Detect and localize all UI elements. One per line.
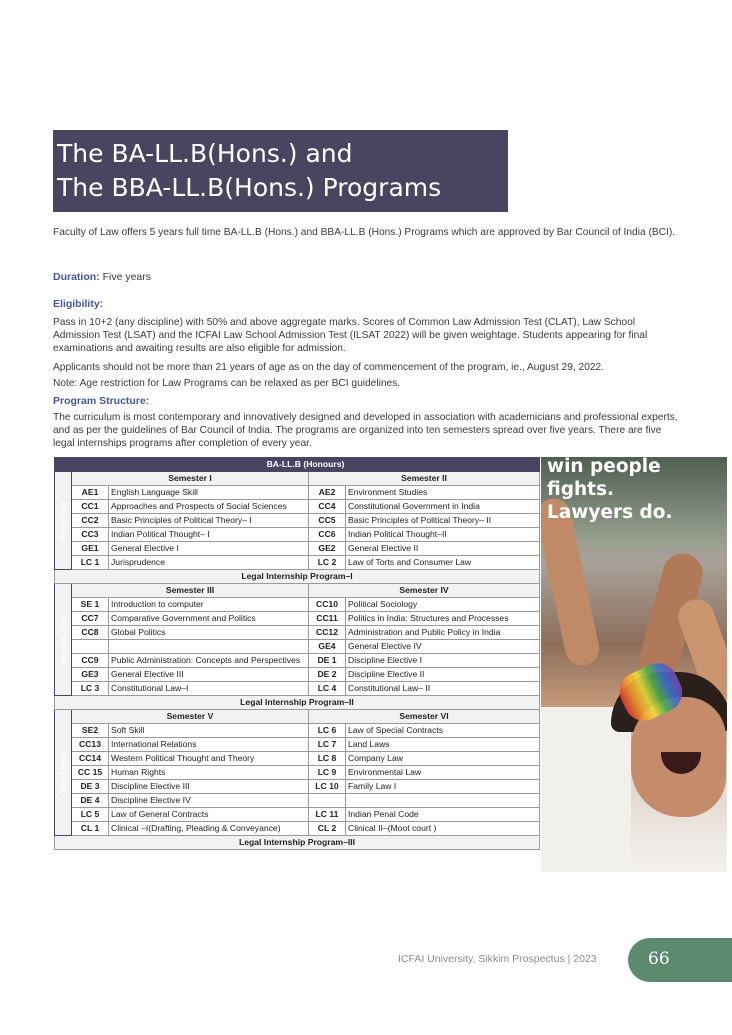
course-title: Environmental Law [346,766,540,780]
table-row [55,640,540,654]
course-title: Basic Principles of Political Theory– II [346,514,540,528]
table-row [55,486,540,500]
course-code: LC 2 [309,556,346,570]
semester-right-heading: Semester IV [309,584,540,598]
course-title [346,794,540,808]
structure-text: The curriculum is most contemporary and innovatively designed and developed in association with academicians and professional experts, and as per the guidelines of Bar Council of India. The programs are organized into ten semesters spread over five years. There are five legal internships programs after completion of every year. [53,412,678,449]
internship-label: Legal Internship Program–III [55,836,540,850]
course-code: LC 3 [72,682,109,696]
course-title [109,640,309,654]
internship-row [55,696,540,710]
duration-label: Duration: [53,271,100,283]
table-row [55,738,540,752]
course-title: English Language Skill [109,486,309,500]
course-title: Jurisprudence [109,556,309,570]
title-line-2: The BBA-LL.B(Hons.) Programs [57,173,442,202]
course-code: DE 1 [309,654,346,668]
course-code: CC9 [72,654,109,668]
course-title: Discipline Elective III [109,780,309,794]
course-code: LC 4 [309,682,346,696]
course-code: LC 11 [309,808,346,822]
course-code: SE2 [72,724,109,738]
course-title: Constitutional Law– II [346,682,540,696]
eligibility-note: Note: Age restriction for Law Programs can be relaxed as per BCI guidelines. [53,378,401,389]
semester-left-heading: Semester V [72,710,309,724]
course-code: CC13 [72,738,109,752]
course-code: LC 7 [309,738,346,752]
course-code: CL 2 [309,822,346,836]
course-title: Comparative Government and Politics [109,612,309,626]
course-title: Clinical II–(Moot court ) [346,822,540,836]
internship-label: Legal Internship Program–II [55,696,540,710]
course-title: Indian Political Thought– I [109,528,309,542]
course-title: General Elective I [109,542,309,556]
course-title: Human Rights [109,766,309,780]
table-row [55,724,540,738]
course-code: GE3 [72,668,109,682]
students-celebrating-photo [541,457,727,872]
course-title: Politics in India: Structures and Processes [346,612,540,626]
table-row [55,822,540,836]
table-title-row [55,458,540,472]
course-title: Constitutional Government in India [346,500,540,514]
course-code: LC 10 [309,780,346,794]
curriculum-table [54,457,540,850]
eligibility-text-2: Applicants should not be more than 21 years of age as on the day of commencement of the program, ie., August 29, 2022. [53,362,605,373]
course-title: Law of General Contracts [109,808,309,822]
course-title: Environment Studies [346,486,540,500]
intro-text: Faculty of Law offers 5 years full time BA-LL.B (Hons.) and BBA-LL.B (Hons.) Programs which are approved by Bar Council of India (BCI). [53,227,676,238]
course-code: GE1 [72,542,109,556]
course-title: General Elective II [346,542,540,556]
course-code: LC 1 [72,556,109,570]
duration-row [53,271,151,283]
semester-right-heading: Semester II [309,472,540,486]
course-code: CC5 [309,514,346,528]
course-title: Law of Torts and Consumer Law [346,556,540,570]
year-label: Third Year [58,751,68,794]
internship-label: Legal Internship Program–I [55,570,540,584]
table-row [55,682,540,696]
course-code: CC14 [72,752,109,766]
course-title: Company Law [346,752,540,766]
page-title [53,130,508,212]
course-title: General Elective III [109,668,309,682]
course-title: General Elective IV [346,640,540,654]
course-title: Clinical –I(Drafting, Pleading & Conveyance) [109,822,309,836]
course-title: Discipline Elective II [346,668,540,682]
semester-header-row [55,472,540,486]
course-code: CC1 [72,500,109,514]
course-title: Law of Special Contracts [346,724,540,738]
table-row [55,528,540,542]
structure-heading: Program Structure: [53,395,150,407]
page-number-badge [628,938,732,982]
title-line-1: The BA-LL.B(Hons.) and [57,139,353,168]
semester-header-row [55,584,540,598]
course-code: AE2 [309,486,346,500]
course-title: Administration and Public Policy in India [346,626,540,640]
course-title: Discipline Elective IV [109,794,309,808]
table-row [55,598,540,612]
course-title: Public Administration: Concepts and Perspectives [109,654,309,668]
semester-left-heading: Semester I [72,472,309,486]
table-row [55,500,540,514]
course-title: International Relations [109,738,309,752]
course-code [309,794,346,808]
footer-text: ICFAI University, Sikkim Prospectus | 2023 [398,953,597,965]
course-code: DE 3 [72,780,109,794]
course-code: LC 8 [309,752,346,766]
table-row [55,556,540,570]
course-code: CC2 [72,514,109,528]
internship-row [55,836,540,850]
semester-right-heading: Semester VI [309,710,540,724]
course-code: DE 4 [72,794,109,808]
internship-row [55,570,540,584]
table-row [55,766,540,780]
page-number: 66 [648,949,670,969]
semester-header-row [55,710,540,724]
course-title: Indian Political Thought–II [346,528,540,542]
course-code: AE1 [72,486,109,500]
eligibility-text-1: Pass in 10+2 (any discipline) with 50% and above aggregate marks. Scores of Common Law Admission Test (CLAT), Law School Admission Test (LSAT) and the ICFAI Law School Admission Test (ILSAT 2022) will be given weightage. Students appearing for final examinations and awaiting results are also eligible for admission. [53,317,648,354]
table-row [55,794,540,808]
table-row [55,542,540,556]
course-code: CC4 [309,500,346,514]
course-title: Introduction to computer [109,598,309,612]
table-row [55,514,540,528]
course-title: Basic Principles of Political Theory– I [109,514,309,528]
course-code: LC 9 [309,766,346,780]
course-title: Western Political Thought and Theory [109,752,309,766]
duration-value: Five years [102,271,152,283]
course-code: CC6 [309,528,346,542]
table-row [55,626,540,640]
table-row [55,668,540,682]
semester-left-heading: Semester III [72,584,309,598]
course-code: LC 5 [72,808,109,822]
photo-caption: win people fights. Lawyers do. [547,457,673,523]
course-title: Soft Skill [109,724,309,738]
course-title: Approaches and Prospects of Social Sciences [109,500,309,514]
year-label-cell [55,584,72,696]
course-code: SE 1 [72,598,109,612]
course-title: Indian Penal Code [346,808,540,822]
course-code [72,640,109,654]
course-code: CC12 [309,626,346,640]
course-title: Global Politics [109,626,309,640]
year-label-cell [55,710,72,836]
course-code: CC8 [72,626,109,640]
table-title: BA-LL.B (Honours) [72,458,540,472]
table-row [55,780,540,794]
course-title: Family Law I [346,780,540,794]
course-code: LC 6 [309,724,346,738]
course-code: CC3 [72,528,109,542]
course-code: CL 1 [72,822,109,836]
table-row [55,752,540,766]
course-code: GE4 [309,640,346,654]
course-code: CC7 [72,612,109,626]
course-code: CC 15 [72,766,109,780]
course-title: Constitutional Law–I [109,682,309,696]
table-row [55,654,540,668]
course-code: CC11 [309,612,346,626]
year-label: First Year [58,500,68,541]
table-row [55,612,540,626]
course-title: Political Sociology [346,598,540,612]
year-label: Second Year [58,613,68,666]
course-title: Discipline Elective I [346,654,540,668]
eligibility-heading: Eligibility: [53,298,104,310]
course-code: CC10 [309,598,346,612]
table-row [55,808,540,822]
course-code: DE 2 [309,668,346,682]
course-title: Land Laws [346,738,540,752]
year-label-cell [55,472,72,570]
course-code: GE2 [309,542,346,556]
